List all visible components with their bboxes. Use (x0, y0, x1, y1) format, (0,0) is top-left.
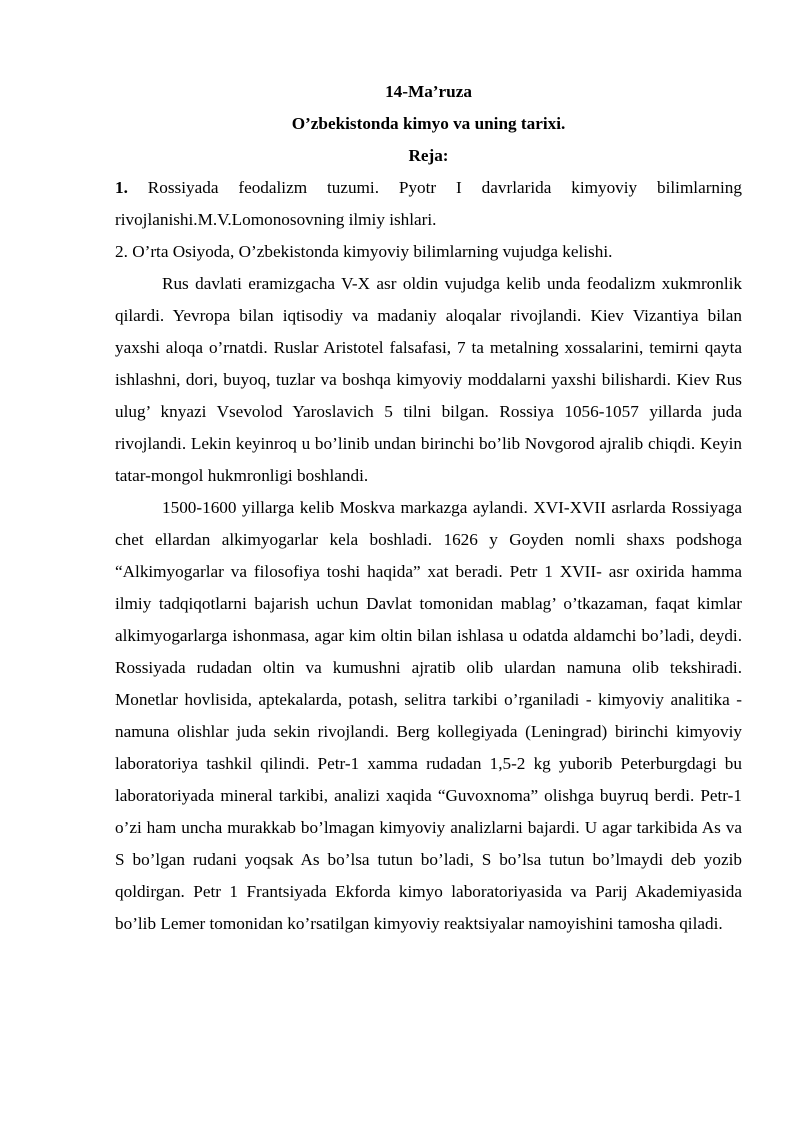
plan-item-text: O’rta Osiyoda, O’zbekistonda kimyoviy bilimlarning vujudga kelishi. (127, 242, 613, 261)
lecture-number: 14-Ma’ruza (385, 82, 472, 101)
document-page (115, 76, 742, 940)
paragraph-1: Rus davlati eramizgacha V-X asr oldin vujudga kelib unda feodalizm xukmronlik qilardi. Yevropa bilan iqtisodiy va madaniy aloqalar rivojlandi. Kiev Vizantiya bilan yaxshi aloqa o’rnatdi. Ruslar Aristotel falsafasi, 7 ta metalning xossalarini, temirni qayta ishlashni, dori, buyoq, tuzlar va boshqa kimyoviy moddalarni yaxshi bilishardi. Kiev Rus ulug’ knyazi Vsevolod Yaroslavich 5 tilni bilgan. Rossiya 1056-1057 yillarda juda rivojlandi. Lekin keyinroq u bo’linib undan birinchi bo’lib Novgorod ajralib chiqdi. Keyin tatar-mongol hukmronligi boshlandi. (115, 274, 742, 485)
plan-item-number: 1. (115, 178, 128, 197)
plan-item-number: 2. (115, 242, 128, 261)
document-title: O’zbekistonda kimyo va uning tarixi. (291, 114, 566, 133)
paragraph-2: 1500-1600 yillarga kelib Moskva markazga aylandi. XVI-XVII asrlarda Rossiyaga chet ellardan alkimyogarlar kela boshladi. 1626 y Goyden nomli shaxs podshoga “Alkimyogarlar va filosofiya toshi haqida” xat beradi. Petr 1 XVII- asr oxirida hamma ilmiy tadqiqotlarni bajarish uchun Davlat tomonidan mablag’ o’tkazaman, faqat kimlar alkimyogarlarga ishonmasa, agar kim oltin bilan ishlasa u odatda aldamchi bo’ladi, deydi. Rossiyada rudadan oltin va kumushni ajratib olib ulardan namuna olib tekshiradi. Monetlar hovlisida, aptekalarda, potash, selitra tarkibi o’rganiladi - kimyoviy analitika - namuna olishlar juda sekin rivojlandi. Berg kollegiyada (Leningrad) birinchi kimyoviy laboratoriya tashkil qilindi. Petr-1 xamma rudadan 1,5-2 kg yuborib Peterburgdagi bu laboratoriyada mineral tarkibi, analizi xaqida “Guvoxnoma” olishga buyruq berdi. Petr-1 o’zi ham uncha murakkab bo’lmagan kimyoviy analizlarni bajardi. U agar tarkibida As va S bo’lgan rudani yoqsak As bo’lsa tutun bo’ladi, S bo’lsa tutun bo’lmaydi deb yozib qoldirgan. Petr 1 Frantsiyada Ekforda kimyo laboratoriyasida va Parij Akademiyasida bo’lib Lemer tomonidan ko’rsatilgan kimyoviy reaktsiyalar namoyishini tamosha qiladi. (115, 498, 742, 933)
plan-heading: Reja: (408, 146, 449, 165)
plan-item-2 (115, 236, 742, 268)
plan-item-text: Rossiyada feodalizm tuzumi. Pyotr I davrlarida kimyoviy bilimlarning rivojlanishi.M.V.Lomonosovning ilmiy ishlari. (115, 178, 742, 229)
plan-item-1 (115, 172, 742, 236)
